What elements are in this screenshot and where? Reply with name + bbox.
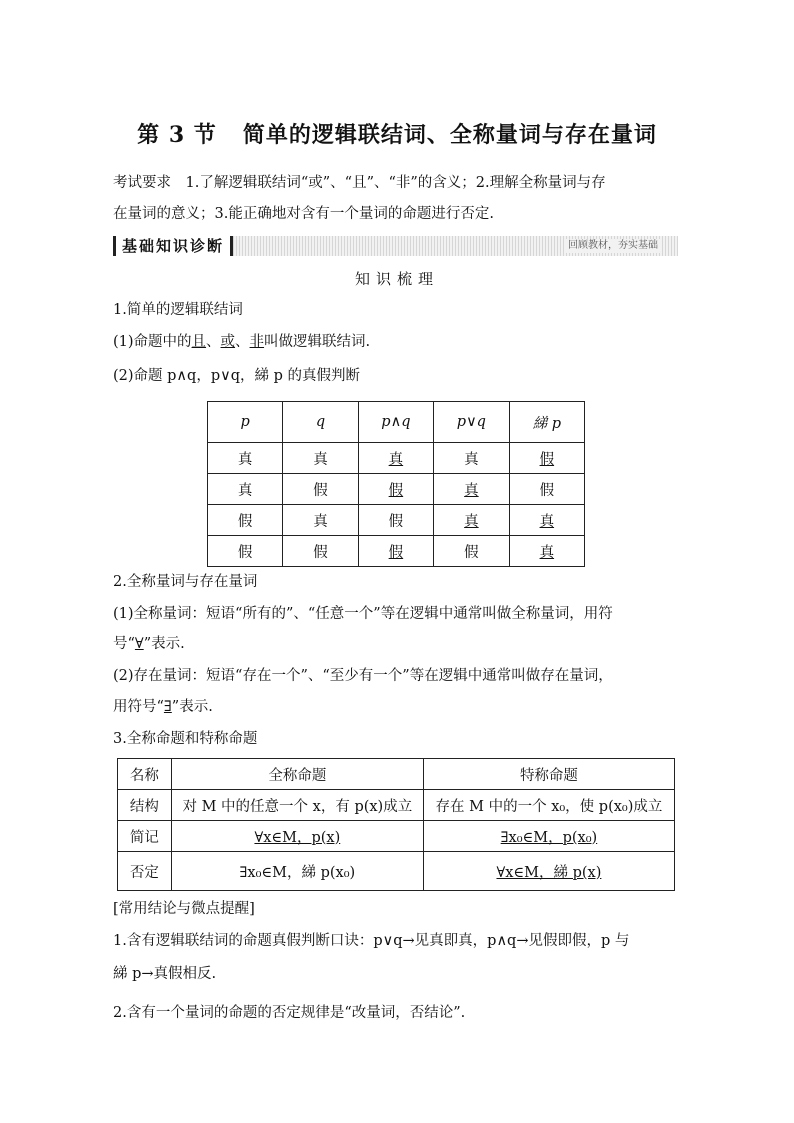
- knowledge-title: 知识梳理: [354, 270, 439, 288]
- connective-not: 非: [249, 334, 265, 350]
- text: ”表示.: [171, 699, 213, 715]
- table-cell: 真: [509, 505, 584, 536]
- table-cell: 结构: [118, 790, 172, 821]
- separator: 、: [235, 334, 250, 350]
- s3-heading: 3.全称命题和特称命题: [113, 731, 258, 747]
- text: ”表示.: [143, 636, 185, 652]
- header-cell: q: [283, 402, 358, 443]
- connective-or: 或: [220, 334, 236, 350]
- table-cell: 真: [509, 536, 584, 567]
- table-cell: 真: [283, 505, 358, 536]
- s1-p1-suffix: 叫做逻辑联结词.: [264, 334, 371, 350]
- truth-table-header-row: [208, 402, 585, 443]
- table-cell: 真: [358, 443, 433, 474]
- table-row: [118, 852, 675, 891]
- table-cell: ∃x₀∈M，綈 p(x₀): [171, 852, 423, 891]
- separator: 、: [206, 334, 221, 350]
- table-row: [208, 536, 585, 567]
- table-cell: 存在 M 中的一个 x₀，使 p(x₀)成立: [423, 790, 674, 821]
- exists-symbol: ∃: [163, 699, 172, 715]
- s2-p1-line-2: [113, 634, 185, 654]
- table-cell: ∀x∈M，綈 p(x): [423, 852, 674, 891]
- s2-p2-line-1: (2)存在量词：短语“存在一个”、“至少有一个”等在逻辑中通常叫做存在量词，: [113, 668, 613, 684]
- s1-paragraph-2: (2)命题 p∧q，p∨q，綈 p 的真假判断: [113, 368, 361, 384]
- table-cell: 假: [283, 474, 358, 505]
- table-cell: 真: [434, 505, 509, 536]
- tip-1-line-1: 1.含有逻辑联结词的命题真假判断口诀：p∨q→见真即真，p∧q→见假即假，p 与: [113, 933, 630, 949]
- requirements-line-2: 在量词的意义；3.能正确地对含有一个量词的命题进行否定.: [113, 206, 494, 222]
- header-cell: p∧q: [358, 402, 433, 443]
- truth-table: [207, 401, 585, 567]
- proposition-header-row: [118, 759, 675, 790]
- table-cell: 否定: [118, 852, 172, 891]
- banner-subtitle: 回顾教材，夯实基础: [568, 240, 658, 251]
- table-cell: 真: [208, 443, 283, 474]
- table-cell: 真: [208, 474, 283, 505]
- header-cell: p: [208, 402, 283, 443]
- table-cell: 假: [283, 536, 358, 567]
- header-cell: 特称命题: [423, 759, 674, 790]
- table-cell: 假: [208, 505, 283, 536]
- forall-symbol: ∀: [134, 636, 144, 652]
- header-cell: 全称命题: [171, 759, 423, 790]
- tip-1-line-2: 綈 p→真假相反.: [113, 966, 217, 982]
- header-cell: 綈 p: [509, 402, 584, 443]
- table-cell: ∃x₀∈M，p(x₀): [423, 821, 674, 852]
- s1-heading: 1.简单的逻辑联结词: [113, 302, 243, 318]
- text: 用符号“: [113, 699, 164, 715]
- table-cell: 真: [434, 443, 509, 474]
- header-cell: p∨q: [434, 402, 509, 443]
- s1-paragraph-1: [113, 332, 370, 352]
- s2-heading: 2.全称量词与存在量词: [113, 574, 258, 590]
- tip-2: 2.含有一个量词的命题的否定规律是“改量词，否结论”.: [113, 1005, 466, 1021]
- table-cell: 假: [358, 536, 433, 567]
- table-row: [208, 443, 585, 474]
- table-cell: 假: [208, 536, 283, 567]
- connective-and: 且: [191, 334, 207, 350]
- table-row: [118, 821, 675, 852]
- header-cell: 名称: [118, 759, 172, 790]
- table-cell: 假: [358, 505, 433, 536]
- table-row: [118, 790, 675, 821]
- table-cell: ∀x∈M，p(x): [171, 821, 423, 852]
- requirements-line-1: 考试要求 1.了解逻辑联结词“或”、“且”、“非”的含义；2.理解全称量词与存: [113, 175, 606, 191]
- banner-label: 基础知识诊断: [113, 236, 233, 256]
- s2-p1-line-1: (1)全称量词：短语“所有的”、“任意一个”等在逻辑中通常叫做全称量词，用符: [113, 606, 613, 622]
- table-row: [208, 505, 585, 536]
- table-row: [208, 474, 585, 505]
- s1-p1-prefix: (1)命题中的: [113, 334, 192, 350]
- section-name: 简单的逻辑联结词、全称量词与存在量词: [242, 122, 657, 148]
- s2-p2-line-2: [113, 697, 213, 717]
- table-cell: 对 M 中的任意一个 x，有 p(x)成立: [171, 790, 423, 821]
- table-cell: 真: [434, 474, 509, 505]
- text: 号“: [113, 636, 135, 652]
- tips-heading: [常用结论与微点提醒]: [113, 901, 255, 917]
- page-title: [0, 118, 794, 149]
- section-banner: [113, 236, 678, 256]
- table-cell: 假: [434, 536, 509, 567]
- table-cell: 真: [283, 443, 358, 474]
- table-cell: 假: [358, 474, 433, 505]
- section-number: 第 3 节: [137, 122, 217, 148]
- table-cell: 假: [509, 443, 584, 474]
- table-cell: 假: [509, 474, 584, 505]
- proposition-table: [117, 758, 675, 891]
- table-cell: 简记: [118, 821, 172, 852]
